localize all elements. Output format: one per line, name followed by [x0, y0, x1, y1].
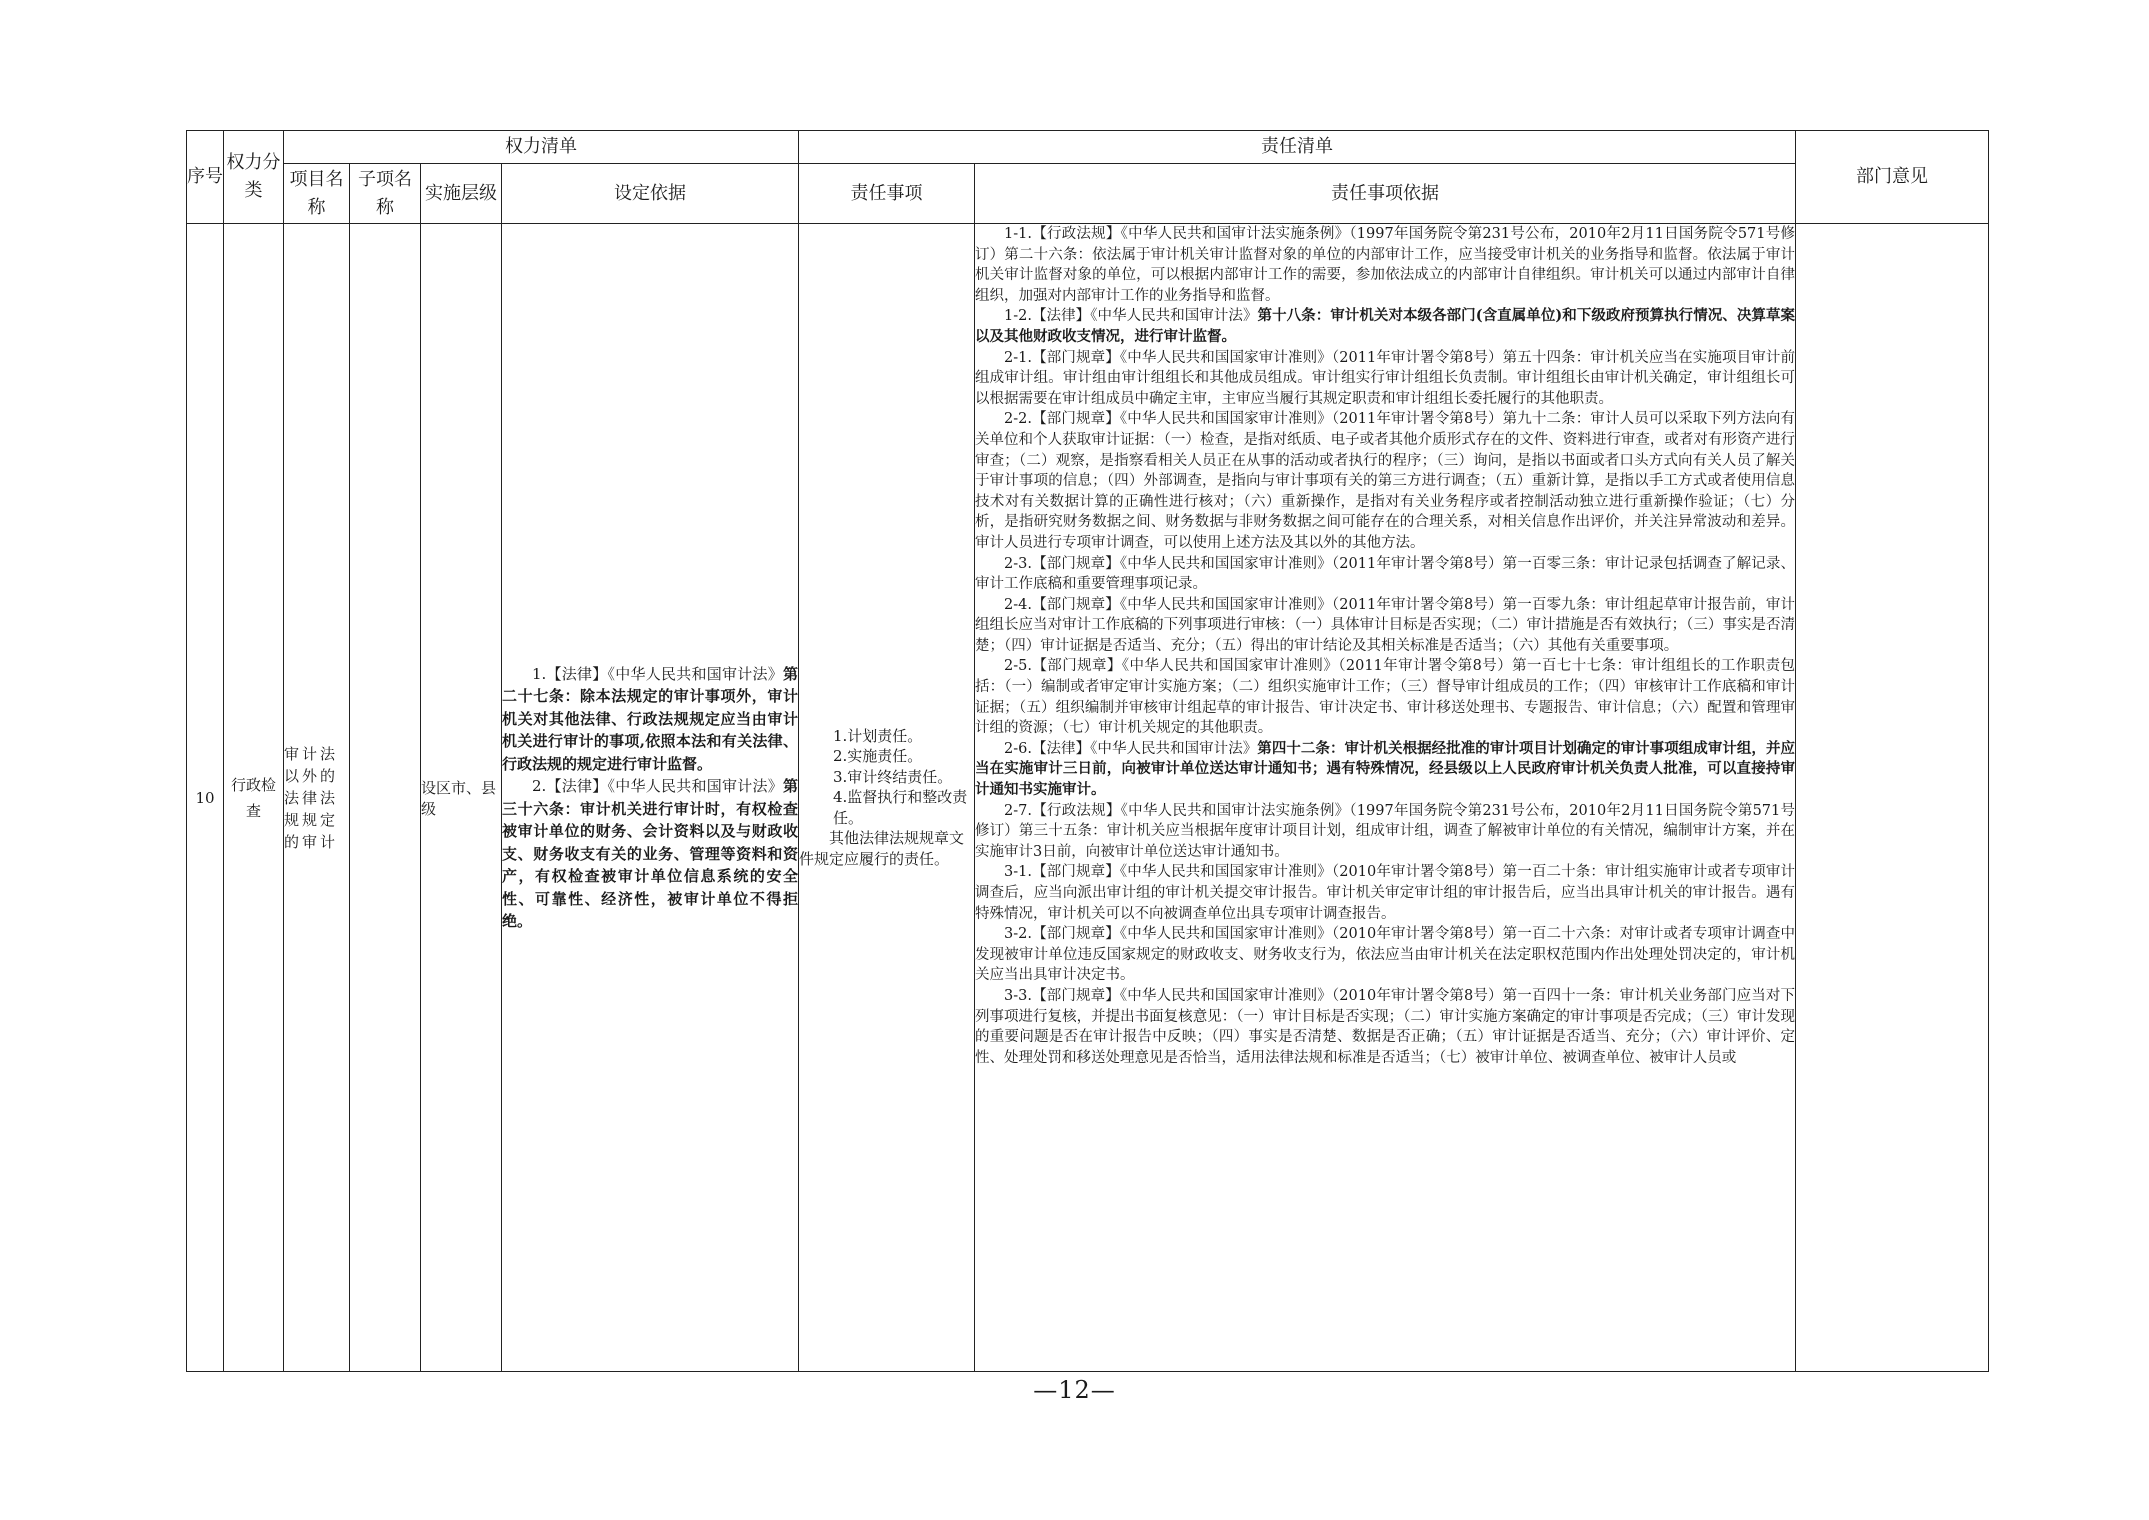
row-item-name: 审计法以外的法律法规规定的审计: [284, 224, 350, 1372]
header-dept-opinion: 部门意见: [1796, 131, 1989, 224]
header-item-name: 项目名称: [284, 164, 350, 224]
resp-basis-paragraph: 2-2.【部门规章】《中华人民共和国国家审计准则》（2011年审计署令第8号）第九十二条：审计人员可以采取下列方法向有关单位和个人获取审计证据：（一）检查，是指对纸质、电子或者其他介质形式存在的文件、资料进行审查，或者对有形资产进行审查；（二）观察，是指察看相关人员正在从事的活动或者执行的程序；（三）询问，是指以书面或者口头方式向有关人员了解关于审计事项的信息；（四）外部调查，是指向与审计事项有关的第三方进行调查；（五）重新计算，是指以手工方式或者使用信息技术对有关数据计算的正确性进行核对；（六）重新操作，是指对有关业务程序或者控制活动独立进行重新操作验证；（七）分析，是指研究财务数据之间、财务数据与非财务数据之间可能存在的合理关系，对相关信息作出评价，并关注异常波动和差异。审计人员进行专项审计调查，可以使用上述方法及其以外的其他方法。: [975, 411, 1795, 551]
header-category: 权力分类: [224, 131, 284, 224]
resp-basis-paragraph: 2-4.【部门规章】《中华人民共和国国家审计准则》（2011年审计署令第8号）第一百零九条：审计组起草审计报告前，审计组组长应当对审计工作底稿的下列事项进行审核：（一）具体审计目标是否实现；（二）审计措施是否有效执行；（三）事实是否清楚；（四）审计证据是否适当、充分；（五）得出的审计结论及其相关标准是否适当；（六）其他有关重要事项。: [975, 596, 1795, 654]
resp-basis-paragraph: 1-2.【法律】《中华人民共和国审计法》第十八条：审计机关对本级各部门(含直属单位)和下级政府预算执行情况、决算草案以及其他财政收支情况，进行审计监督。: [975, 307, 1795, 345]
row-seq: 10: [187, 224, 224, 1372]
header-sub-item: 子项名称: [350, 164, 421, 224]
row-resp-basis: [975, 224, 1796, 1372]
header-seq: 序号: [187, 131, 224, 224]
resp-basis-paragraph: 1-1.【行政法规】《中华人民共和国审计法实施条例》（1997年国务院令第231号公布，2010年2月11日国务院令571号修订）第二十六条：依法属于审计机关审计监督对象的单位的内部审计工作，应当接受审计机关的业务指导和监督。依法属于审计机关审计监督对象的单位，可以根据内部审计工作的需要，参加依法成立的内部审计自律组织。审计机关可以通过内部审计自律组织，加强对内部审计工作的业务指导和监督。: [975, 226, 1795, 304]
resp-item: 4.监督执行和整改责任。: [833, 788, 968, 827]
header-responsibility-list: 责任清单: [799, 131, 1796, 164]
table-row: [187, 224, 1989, 1372]
header-resp-basis: 责任事项依据: [975, 164, 1796, 224]
resp-item: 2.实施责任。: [833, 747, 923, 766]
row-level: 设区市、县级: [421, 224, 502, 1372]
row-category: 行政检查: [224, 224, 284, 1372]
resp-item: 1.计划责任。: [833, 726, 923, 745]
resp-basis-paragraph: 3-2.【部门规章】《中华人民共和国国家审计准则》（2010年审计署令第8号）第一百二十六条：对审计或者专项审计调查中发现被审计单位违反国家规定的财政收支、财务收支行为，依法应当由审计机关在法定职权范围内作出处理处罚决定的，审计机关应当出具审计决定书。: [975, 926, 1795, 984]
row-dept-opinion: [1796, 224, 1989, 1372]
resp-basis-paragraph: 2-5.【部门规章】《中华人民共和国国家审计准则》（2011年审计署令第8号）第一百七十七条：审计组组长的工作职责包括：（一）编制或者审定审计实施方案；（二）组织实施审计工作；（三）督导审计组成员的工作；（四）审核审计工作底稿和审计证据；（五）组织编制并审核审计组起草的审计报告、审计决定书、审计移送处理书、专题报告、审计信息；（六）配置和管理审计组的资源；（七）审计机关规定的其他职责。: [975, 658, 1795, 737]
row-basis: [502, 224, 799, 1372]
resp-basis-paragraph: 2-7.【行政法规】《中华人民共和国审计法实施条例》（1997年国务院令第231号公布，2010年2月11日国务院令第571号修订）第三十五条：审计机关应当根据年度审计项目计划，组成审计组，调查了解被审计单位的有关情况，编制审计方案，并在实施审计3日前，向被审计单位送达审计通知书。: [975, 802, 1795, 860]
basis-paragraph: 2.【法律】《中华人民共和国审计法》第三十六条：审计机关进行审计时，有权检查被审计单位的财务、会计资料以及与财政收支、财务收支有关的业务、管理等资料和资产，有权检查被审计单位信息系统的安全性、可靠性、经济性，被审计单位不得拒绝。: [502, 777, 798, 930]
row-resp-items: [799, 224, 975, 1372]
resp-item: 其他法律法规规章文件规定应履行的责任。: [799, 829, 965, 868]
power-responsibility-table: [186, 130, 1989, 1372]
resp-basis-paragraph: 2-3.【部门规章】《中华人民共和国国家审计准则》（2011年审计署令第8号）第一百零三条：审计记录包括调查了解记录、审计工作底稿和重要管理事项记录。: [975, 555, 1795, 593]
page-number: —12—: [1033, 1376, 1116, 1404]
resp-basis-paragraph: 2-6.【法律】《中华人民共和国审计法》第四十二条：审计机关根据经批准的审计项目计划确定的审计事项组成审计组，并应当在实施审计三日前，向被审计单位送达审计通知书；遇有特殊情况，经县级以上人民政府审计机关负责人批准，可以直接持审计通知书实施审计。: [975, 739, 1795, 799]
resp-basis-paragraph: 2-1.【部门规章】《中华人民共和国国家审计准则》（2011年审计署令第8号）第五十四条：审计机关应当在实施项目审计前组成审计组。审计组由审计组组长和其他成员组成。审计组实行审计组组长负责制。审计组组长由审计机关确定，审计组组长可以根据需要在审计组成员中确定主审，主审应当履行其规定职责和审计组组长委托履行的其他职责。: [975, 349, 1795, 407]
resp-item: 3.审计终结责任。: [833, 767, 953, 786]
resp-basis-paragraph: 3-3.【部门规章】《中华人民共和国国家审计准则》（2010年审计署令第8号）第一百四十一条：审计机关业务部门应当对下列事项进行复核，并提出书面复核意见：（一）审计目标是否实现；（二）审计实施方案确定的审计事项是否完成；（三）审计发现的重要问题是否在审计报告中反映；（四）事实是否清楚、数据是否正确；（五）审计证据是否适当、充分；（六）审计评价、定性、处理处罚和移送处理意见是否恰当，适用法律法规和标准是否适当；（七）被审计单位、被调查单位、被审计人员或: [975, 987, 1795, 1066]
header-basis: 设定依据: [502, 164, 799, 224]
header-level: 实施层级: [421, 164, 502, 224]
header-power-list: 权力清单: [284, 131, 799, 164]
row-sub-item: [350, 224, 421, 1372]
basis-paragraph: 1.【法律】《中华人民共和国审计法》第二十七条：除本法规定的审计事项外，审计机关对其他法律、行政法规规定应当由审计机关进行审计的事项,依照本法和有关法律、行政法规的规定进行审计监督。: [502, 664, 798, 773]
header-resp-items: 责任事项: [799, 164, 975, 224]
resp-basis-paragraph: 3-1.【部门规章】《中华人民共和国国家审计准则》（2010年审计署令第8号）第一百二十条：审计组实施审计或者专项审计调查后，应当向派出审计组的审计机关提交审计报告。审计机关审定审计组的审计报告后，应当出具审计机关的审计报告。遇有特殊情况，审计机关可以不向被调查单位出具专项审计调查报告。: [975, 864, 1795, 922]
